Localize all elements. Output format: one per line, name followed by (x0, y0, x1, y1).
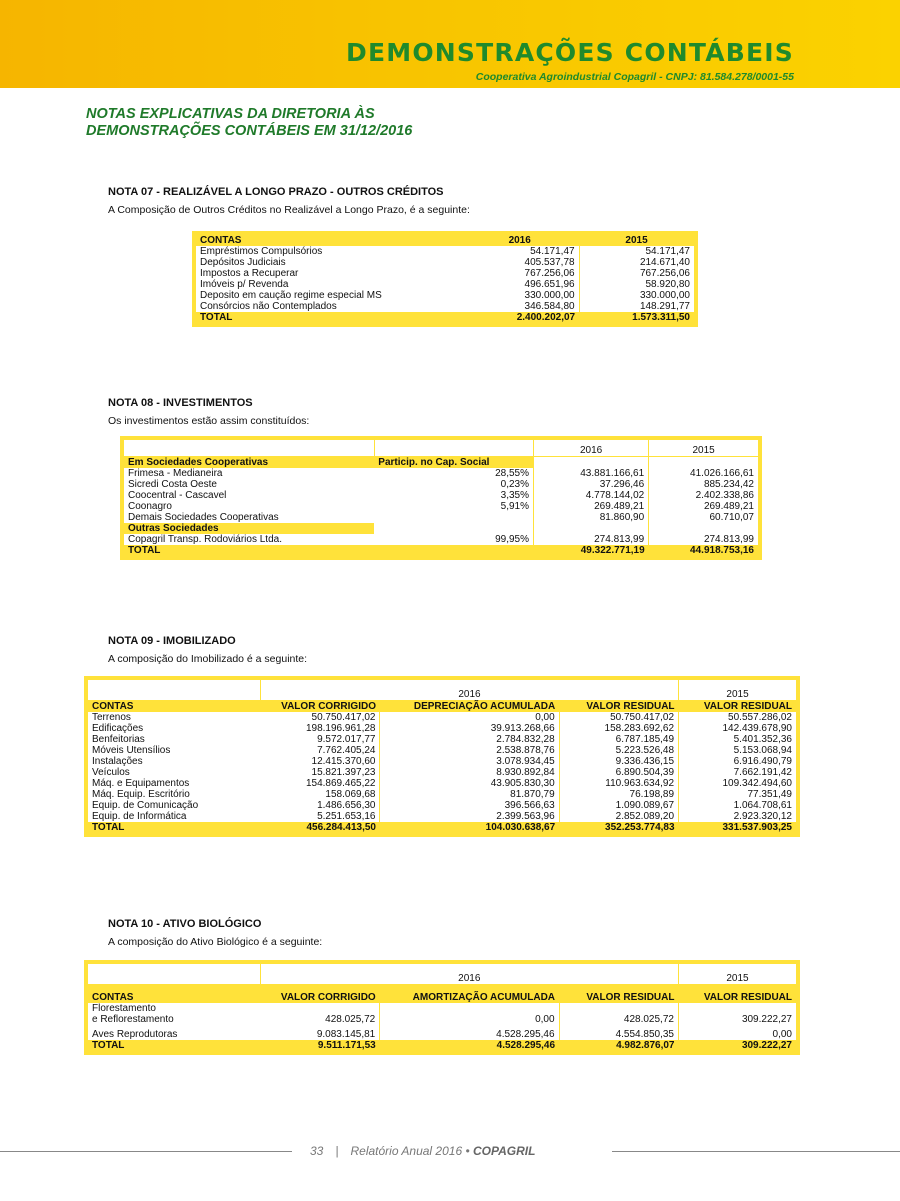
col-2015: 2015 (625, 235, 648, 246)
cell-value: 1.090.089,67 (559, 800, 678, 811)
table-row (122, 501, 760, 512)
cell-value: 7.762.405,24 (260, 745, 380, 756)
cell-entidade: Demais Sociedades Cooperativas (128, 512, 279, 523)
total-label: TOTAL (92, 1040, 125, 1051)
col-2015: 2015 (726, 689, 749, 700)
cell-value: 5.401.352,36 (733, 734, 792, 745)
col-contas: CONTAS (92, 701, 134, 712)
cell-value: 274.813,99 (534, 534, 649, 545)
total-value: 104.030.638,67 (485, 822, 556, 833)
cell-value: 2.399.563,96 (380, 811, 559, 822)
cell-value: 43.881.166,61 (534, 468, 649, 479)
cell-conta: Imóveis p/ Revenda (200, 279, 289, 290)
table-row (194, 268, 696, 279)
cell-value: 77.351,49 (747, 789, 792, 800)
cell-value: 0,00 (380, 712, 559, 723)
total-value: 9.511.171,53 (317, 1040, 376, 1051)
cell-value: 4.778.144,02 (534, 490, 649, 501)
table-section-row (122, 457, 760, 469)
total-value: 44.918.753,16 (690, 545, 754, 556)
cell-value: 496.651,96 (460, 279, 579, 290)
cell-value: 12.415.370,60 (260, 756, 380, 767)
footer-report: Relatório Anual 2016 • (350, 1144, 470, 1158)
table-row (86, 800, 798, 811)
cell-value: 9.083.145,81 (260, 1025, 380, 1040)
nota10-table (84, 960, 800, 1055)
cell-value: 9.336.436,15 (559, 756, 678, 767)
cell-entidade: Coonagro (128, 501, 172, 512)
col-valor-residual-2016: VALOR RESIDUAL (586, 701, 675, 712)
cell-value: 4.554.850,35 (559, 1025, 678, 1040)
cell-value: 2.852.089,20 (559, 811, 678, 822)
cell-entidade: Sicredi Costa Oeste (128, 479, 217, 490)
footer-divider-right (612, 1151, 900, 1152)
cell-value: 309.222,27 (741, 1014, 792, 1025)
cell-percent: 28,55% (374, 468, 533, 479)
nota07-description: A Composição de Outros Créditos no Realizável a Longo Prazo, é a seguinte: (108, 204, 470, 216)
table-header-row (86, 701, 798, 713)
table-row (86, 1003, 798, 1014)
cell-value: 198.196.961,28 (260, 723, 380, 734)
cell-conta: Edificações (92, 723, 144, 734)
col-amortizacao: AMORTIZAÇÃO ACUMULADA (412, 992, 556, 1003)
cell-value: 158.283.692,62 (559, 723, 678, 734)
table-row (86, 734, 798, 745)
cell-conta: e Reflorestamento (92, 1014, 174, 1025)
table-row (86, 789, 798, 800)
cell-entidade: Copagril Transp. Rodoviários Ltda. (128, 534, 282, 545)
cell-value: 41.026.166,61 (690, 468, 754, 479)
cell-value: 15.821.397,23 (260, 767, 380, 778)
table-row (194, 257, 696, 268)
cell-conta: Equip. de Comunicação (92, 800, 199, 811)
nota09-heading: NOTA 09 - IMOBILIZADO (108, 635, 236, 647)
cell-conta: Depósitos Judiciais (200, 257, 286, 268)
table-row (194, 246, 696, 257)
footer: 33 | Relatório Anual 2016 • COPAGRIL (310, 1144, 536, 1158)
cell-value: 158.069,68 (260, 789, 380, 800)
cell-value: 76.198,89 (559, 789, 678, 800)
cell-entidade: Coocentral - Cascavel (128, 490, 227, 501)
cell-conta: Impostos a Recuperar (200, 268, 299, 279)
cell-conta: Veículos (92, 767, 130, 778)
cell-conta: Consórcios não Contemplados (200, 301, 337, 312)
nota10-description: A composição do Ativo Biológico é a seguinte: (108, 936, 323, 948)
cell-value: 81.870,79 (380, 789, 559, 800)
table-row (86, 1025, 798, 1040)
total-value: 352.253.774,83 (605, 822, 675, 833)
total-value: 309.222,27 (741, 1040, 792, 1051)
cell-value: 54.171,47 (460, 246, 579, 257)
cell-value: 269.489,21 (703, 501, 754, 512)
table-row (194, 279, 696, 290)
cell-value: 330.000,00 (639, 290, 690, 301)
cell-value: 6.916.490,79 (733, 756, 792, 767)
cell-conta: Aves Reprodutoras (92, 1029, 178, 1040)
total-value: 4.528.295,46 (496, 1040, 556, 1051)
total-value: 49.322.771,19 (580, 545, 645, 556)
table-row (122, 490, 760, 501)
cell-value: 4.528.295,46 (380, 1025, 559, 1040)
cell-value: 405.537,78 (460, 257, 579, 268)
cell-value: 8.930.892,84 (380, 767, 559, 778)
cell-conta: Florestamento (92, 1003, 156, 1014)
total-value: 2.400.202,07 (516, 312, 576, 323)
cell-conta: Terrenos (92, 712, 131, 723)
cell-value: 37.296,46 (534, 479, 649, 490)
nota07-table (192, 231, 698, 327)
cell-value: 43.905.830,30 (380, 778, 559, 789)
table-section-row (122, 523, 760, 534)
page-number: 33 (310, 1144, 324, 1158)
cell-value: 50.557.286,02 (728, 712, 792, 723)
cell-value: 39.913.268,66 (380, 723, 559, 734)
cell-value: 50.750.417,02 (559, 712, 678, 723)
table-header-row (86, 985, 798, 1004)
cell-value: 6.890.504,39 (559, 767, 678, 778)
cell-value: 346.584,80 (460, 301, 579, 312)
table-total-row (86, 822, 798, 835)
total-label: TOTAL (128, 545, 161, 556)
cell-value: 58.920,80 (645, 279, 690, 290)
nota08-heading: NOTA 08 - INVESTIMENTOS (108, 397, 253, 409)
col-valor-residual-2015: VALOR RESIDUAL (703, 992, 792, 1003)
cell-value: 9.572.017,77 (260, 734, 380, 745)
cell-value: 428.025,72 (260, 1014, 380, 1025)
table-row (122, 534, 760, 545)
col-2016: 2016 (534, 438, 649, 457)
nota10-heading: NOTA 10 - ATIVO BIOLÓGICO (108, 918, 262, 930)
col-2015: 2015 (726, 973, 749, 984)
total-value: 456.284.413,50 (306, 822, 376, 833)
cell-value: 3.078.934,45 (380, 756, 559, 767)
col-2016: 2016 (260, 962, 678, 985)
cell-conta: Máq. e Equipamentos (92, 778, 190, 789)
total-value: 331.537.903,25 (722, 822, 792, 833)
cell-value: 767.256,06 (460, 268, 579, 279)
page-title-line-1: NOTAS EXPLICATIVAS DA DIRETORIA ÀS (86, 106, 375, 122)
col-valor-corrigido: VALOR CORRIGIDO (280, 992, 376, 1003)
cell-percent: 99,95% (374, 534, 533, 545)
cell-value: 274.813,99 (703, 534, 754, 545)
cell-value: 0,00 (772, 1029, 792, 1040)
page-title (86, 106, 412, 140)
col-2016: 2016 (260, 678, 678, 701)
cell-conta: Equip. de Informática (92, 811, 187, 822)
cell-value: 6.787.185,49 (559, 734, 678, 745)
section-outras: Outras Sociedades (122, 523, 374, 534)
cell-value: 428.025,72 (559, 1014, 678, 1025)
table-row (194, 290, 696, 301)
header-title: DEMONSTRAÇÕES CONTÁBEIS (346, 38, 794, 67)
cell-value: 5.223.526,48 (559, 745, 678, 756)
nota08-table (120, 436, 762, 560)
cell-percent: 0,23% (374, 479, 533, 490)
cell-conta: Empréstimos Compulsórios (200, 246, 323, 257)
page-title-line-2: DEMONSTRAÇÕES CONTÁBEIS EM 31/12/2016 (86, 123, 413, 139)
table-row (194, 301, 696, 312)
cell-value: 2.538.878,76 (380, 745, 559, 756)
cell-conta: Benfeitorias (92, 734, 145, 745)
col-contas: CONTAS (92, 992, 134, 1003)
cell-entidade: Frimesa - Medianeira (128, 468, 223, 479)
section-cooperativas: Em Sociedades Cooperativas (122, 457, 374, 469)
header-subtitle: Cooperativa Agroindustrial Copagril - CNPJ: 81.584.278/0001-55 (475, 71, 794, 83)
cell-percent: 3,35% (374, 490, 533, 501)
total-value: 4.982.876,07 (616, 1040, 675, 1051)
cell-value: 269.489,21 (534, 501, 649, 512)
col-valor-residual-2016: VALOR RESIDUAL (586, 992, 675, 1003)
table-year-row (86, 962, 798, 985)
col-2015: 2015 (692, 445, 715, 456)
cell-conta: Máq. Equip. Escritório (92, 789, 190, 800)
cell-percent (374, 512, 533, 523)
table-row (86, 745, 798, 756)
table-header-row (194, 233, 696, 246)
header-band (0, 0, 900, 88)
table-row (86, 811, 798, 822)
total-label: TOTAL (200, 312, 233, 323)
table-total-row (194, 312, 696, 325)
cell-value: 7.662.191,42 (733, 767, 792, 778)
cell-value: 81.860,90 (534, 512, 649, 523)
table-row (122, 479, 760, 490)
table-row (122, 468, 760, 479)
nota09-description: A composição do Imobilizado é a seguinte: (108, 653, 308, 665)
table-row (86, 778, 798, 789)
table-row (122, 512, 760, 523)
cell-value: 54.171,47 (645, 246, 690, 257)
col-contas: CONTAS (200, 235, 242, 246)
table-total-row (86, 1040, 798, 1053)
cell-conta: Instalações (92, 756, 143, 767)
cell-conta: Móveis Utensílios (92, 745, 171, 756)
table-year-row (122, 438, 760, 457)
table-row (86, 712, 798, 723)
col-valor-corrigido: VALOR CORRIGIDO (281, 701, 376, 712)
cell-value: 1.486.656,30 (260, 800, 380, 811)
nota09-table (84, 676, 800, 837)
col-valor-residual-2015: VALOR RESIDUAL (703, 701, 792, 712)
cell-value: 1.064.708,61 (733, 800, 792, 811)
footer-divider-left (0, 1151, 292, 1152)
cell-value: 330.000,00 (460, 290, 579, 301)
table-row (86, 767, 798, 778)
col-depreciacao: DEPRECIAÇÃO ACUMULADA (413, 701, 556, 712)
table-row (86, 756, 798, 767)
table-year-row (86, 678, 798, 701)
nota07-heading: NOTA 07 - REALIZÁVEL A LONGO PRAZO - OUTROS CRÉDITOS (108, 186, 444, 198)
cell-value: 2.402.338,86 (695, 490, 754, 501)
cell-value: 148.291,77 (639, 301, 690, 312)
cell-value: 5.251.653,16 (260, 811, 380, 822)
cell-value: 767.256,06 (639, 268, 690, 279)
table-row (86, 723, 798, 734)
total-label: TOTAL (92, 822, 125, 833)
cell-value: 0,00 (380, 1014, 559, 1025)
cell-value: 2.923.320,12 (733, 811, 792, 822)
cell-value: 110.963.634,92 (559, 778, 678, 789)
table-total-row (122, 545, 760, 558)
cell-value: 60.710,07 (709, 512, 754, 523)
cell-value: 109.342.494,60 (722, 778, 792, 789)
cell-value: 154.869.465,22 (260, 778, 380, 789)
col-particip: Particip. no Cap. Social (374, 457, 533, 469)
cell-conta: Deposito em caução regime especial MS (200, 290, 382, 301)
cell-value: 396.566,63 (380, 800, 559, 811)
nota08-description: Os investimentos estão assim constituídos: (108, 415, 310, 427)
cell-value: 142.439.678,90 (722, 723, 792, 734)
table-row (86, 1014, 798, 1025)
total-value: 1.573.311,50 (632, 312, 690, 323)
cell-value: 885.234,42 (703, 479, 754, 490)
cell-value: 5.153.068,94 (733, 745, 792, 756)
cell-value: 2.784.832,28 (380, 734, 559, 745)
cell-value: 50.750.417,02 (260, 712, 380, 723)
cell-percent: 5,91% (374, 501, 533, 512)
cell-value: 214.671,40 (639, 257, 690, 268)
col-2016: 2016 (508, 235, 531, 246)
footer-brand: COPAGRIL (473, 1144, 536, 1158)
